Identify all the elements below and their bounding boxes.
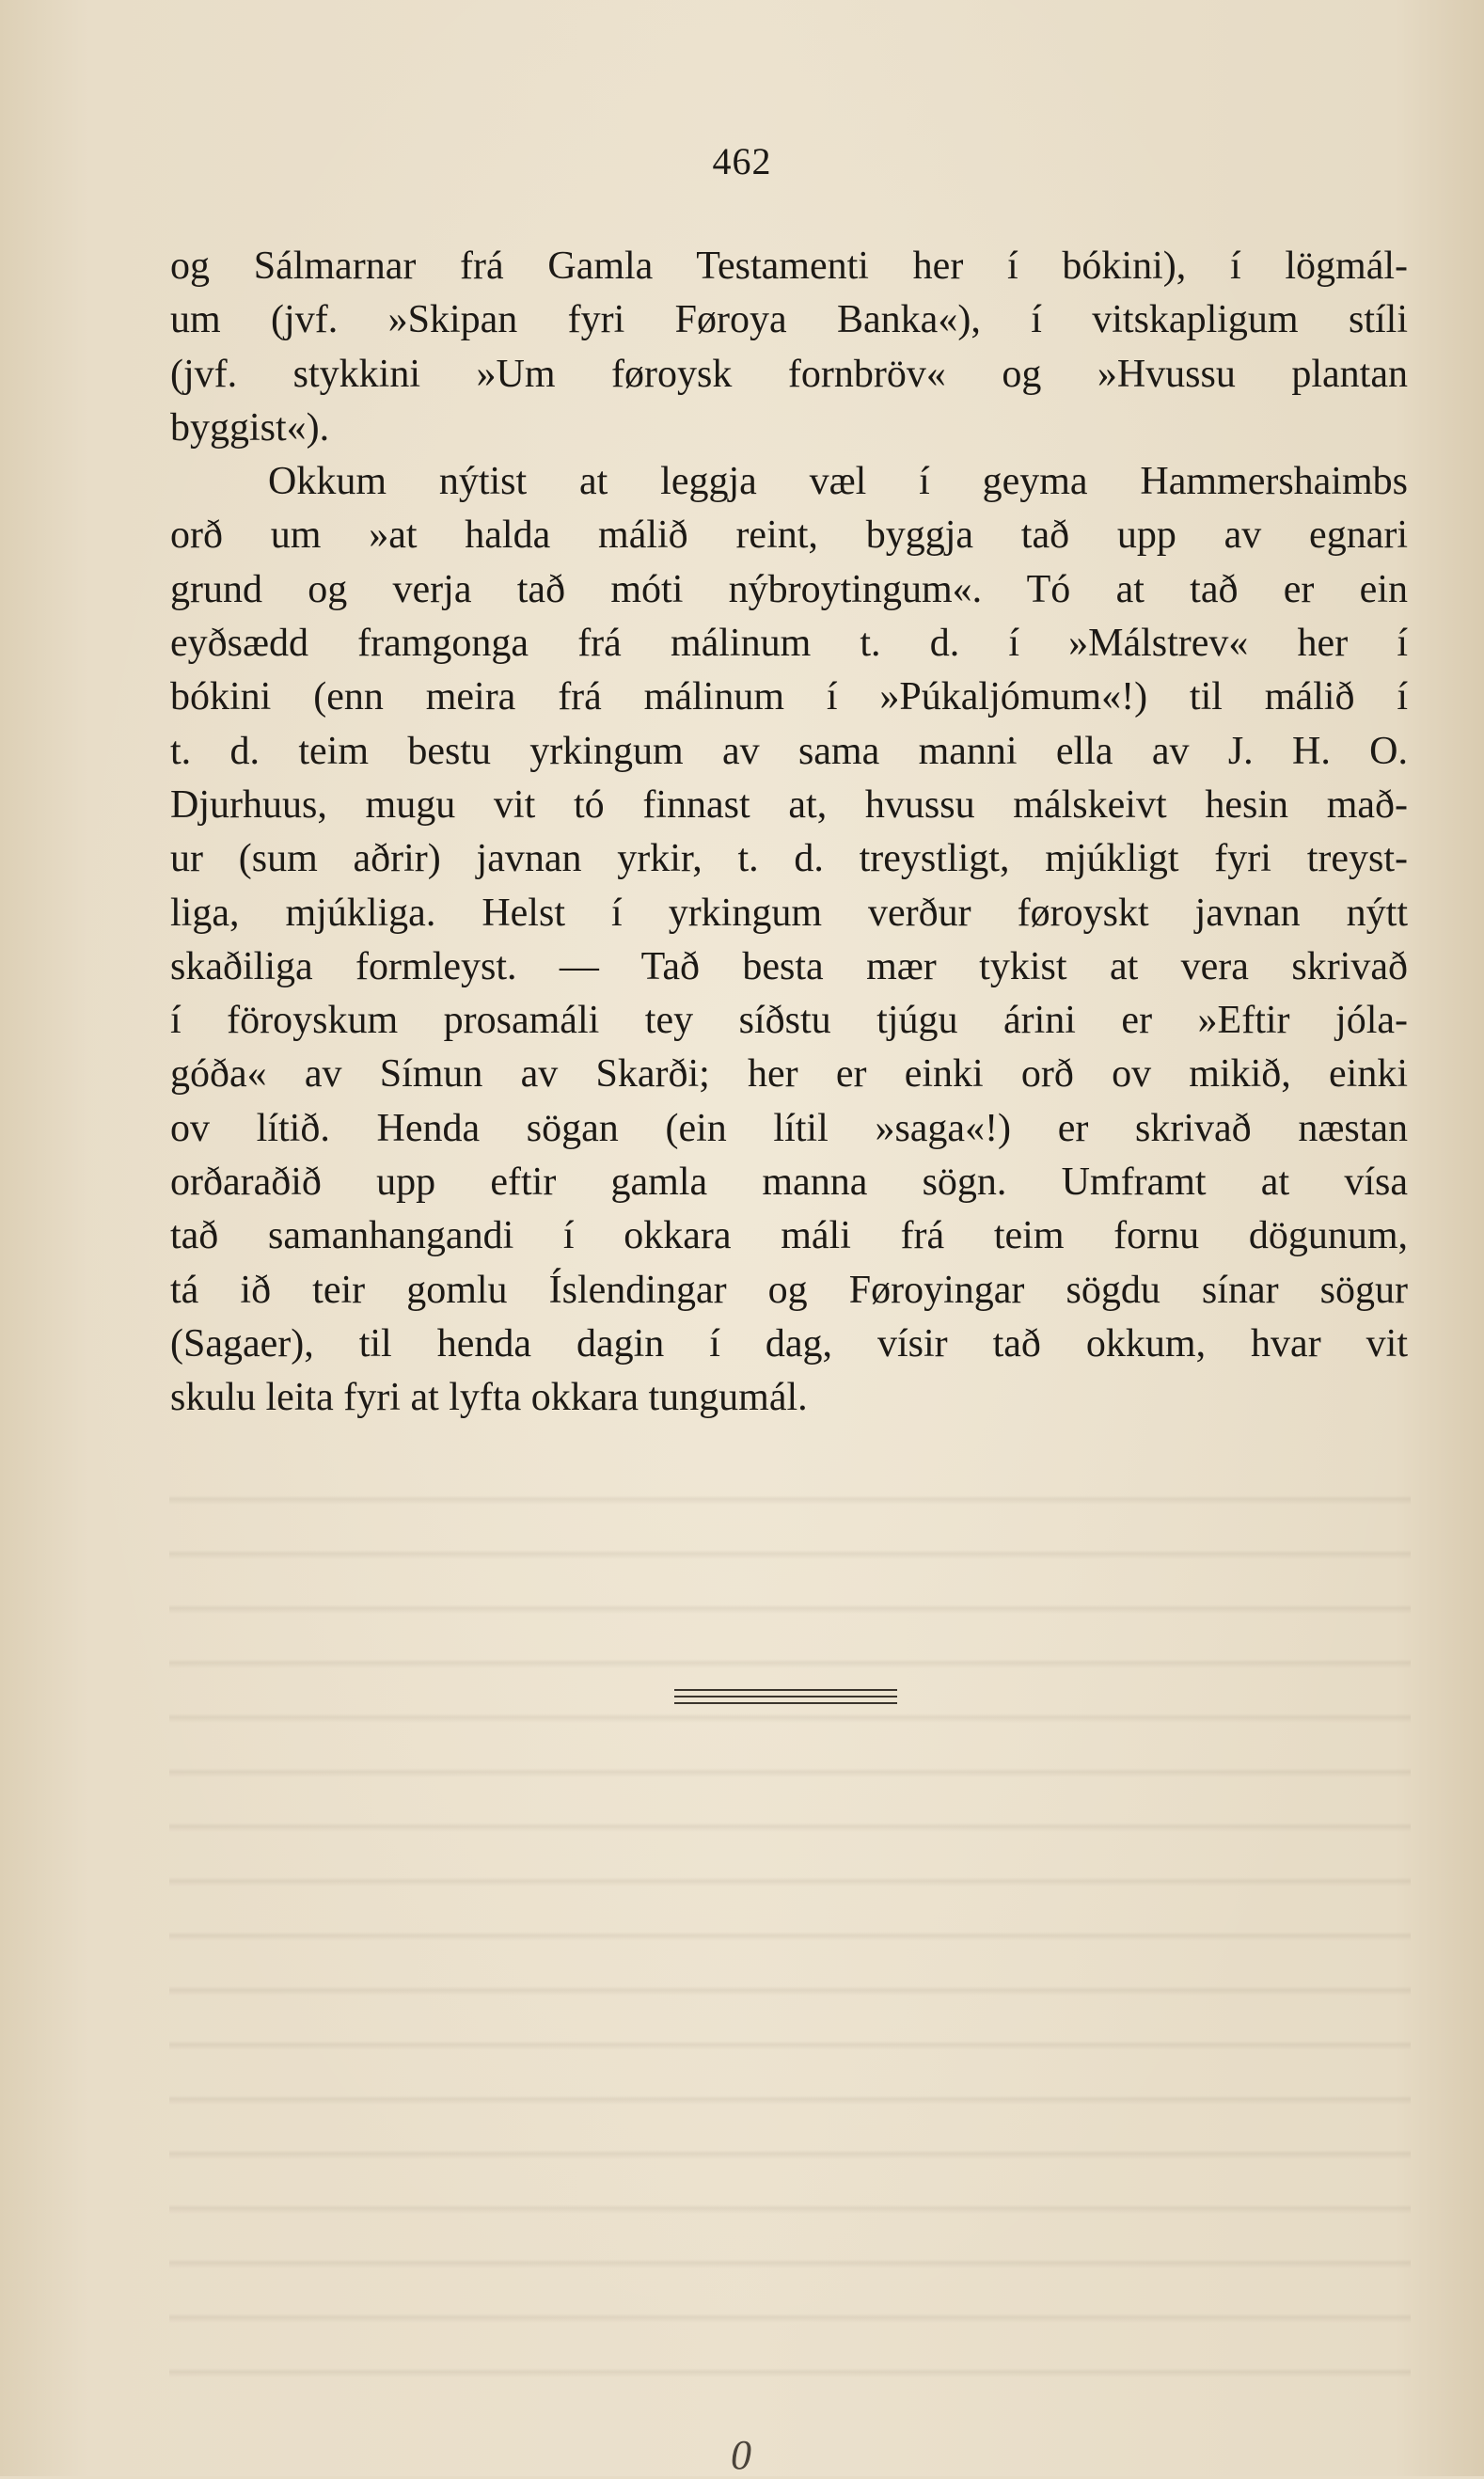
text-line: (Sagaer), til henda dagin í dag, vísir tað okkum, hvar vit [170, 1321, 1408, 1366]
text-line: um (jvf. »Skipan fyri Føroya Banka«), í vitskapligum stíli [170, 298, 1408, 342]
bleed-through-texture [169, 1467, 1411, 2398]
text-line: orðaraðið upp eftir gamla manna sögn. Umframt at vísa [170, 1161, 1408, 1205]
text-line: Okkum nýtist at leggja væl í geyma Hammershaimbs [268, 460, 1408, 504]
section-divider-rule [674, 1702, 897, 1704]
text-line: í föroyskum prosamáli tey síðstu tjúgu árini er »Eftir jóla- [170, 999, 1408, 1043]
text-line: tað samanhangandi í okkara máli frá teim fornu dögunum, [170, 1214, 1408, 1258]
section-divider-rule [674, 1696, 897, 1697]
page-number: 462 [712, 140, 772, 182]
body-text [170, 240, 1408, 1426]
text-line: liga, mjúkliga. Helst í yrkingum verður føroyskt javnan nýtt [170, 891, 1408, 935]
text-line: ur (sum aðrir) javnan yrkir, t. d. treystligt, mjúkligt fyri treyst- [170, 837, 1408, 881]
text-line: ov lítið. Henda sögan (ein lítil »saga«!) er skrivað næstan [170, 1106, 1408, 1150]
section-divider-rule [674, 1689, 897, 1691]
text-line: góða« av Símun av Skarði; her er einki orð ov mikið, einki [170, 1052, 1408, 1097]
text-line: (jvf. stykkini »Um føroysk fornbröv« og »Hvussu plantan [170, 352, 1408, 396]
text-line: orð um »at halda málið reint, byggja tað upp av egnari [170, 513, 1408, 558]
text-line: eyðsædd framgonga frá málinum t. d. í »Málstrev« her í [170, 622, 1408, 666]
text-line: tá ið teir gomlu Íslendingar og Føroyingar sögdu sínar sögur [170, 1268, 1408, 1312]
text-line: t. d. teim bestu yrkingum av sama manni ella av J. H. O. [170, 729, 1408, 773]
text-line: skaðiliga formleyst. — Tað besta mær tykist at vera skrivað [170, 944, 1408, 988]
text-line: byggist«). [170, 405, 330, 450]
text-line: grund og verja tað móti nýbroytingum«. Tó at tað er ein [170, 567, 1408, 611]
text-line: skulu leita fyri at lyfta okkara tungumál. [170, 1376, 808, 1420]
footer-mark: 0 [731, 2432, 751, 2478]
text-line: Djurhuus, mugu vit tó finnast at, hvussu málskeivt hesin mað- [170, 782, 1408, 827]
text-line: bókini (enn meira frá málinum í »Púkaljómum«!) til málið í [170, 675, 1408, 719]
text-line: og Sálmarnar frá Gamla Testamenti her í bókini), í lögmál- [170, 245, 1408, 288]
